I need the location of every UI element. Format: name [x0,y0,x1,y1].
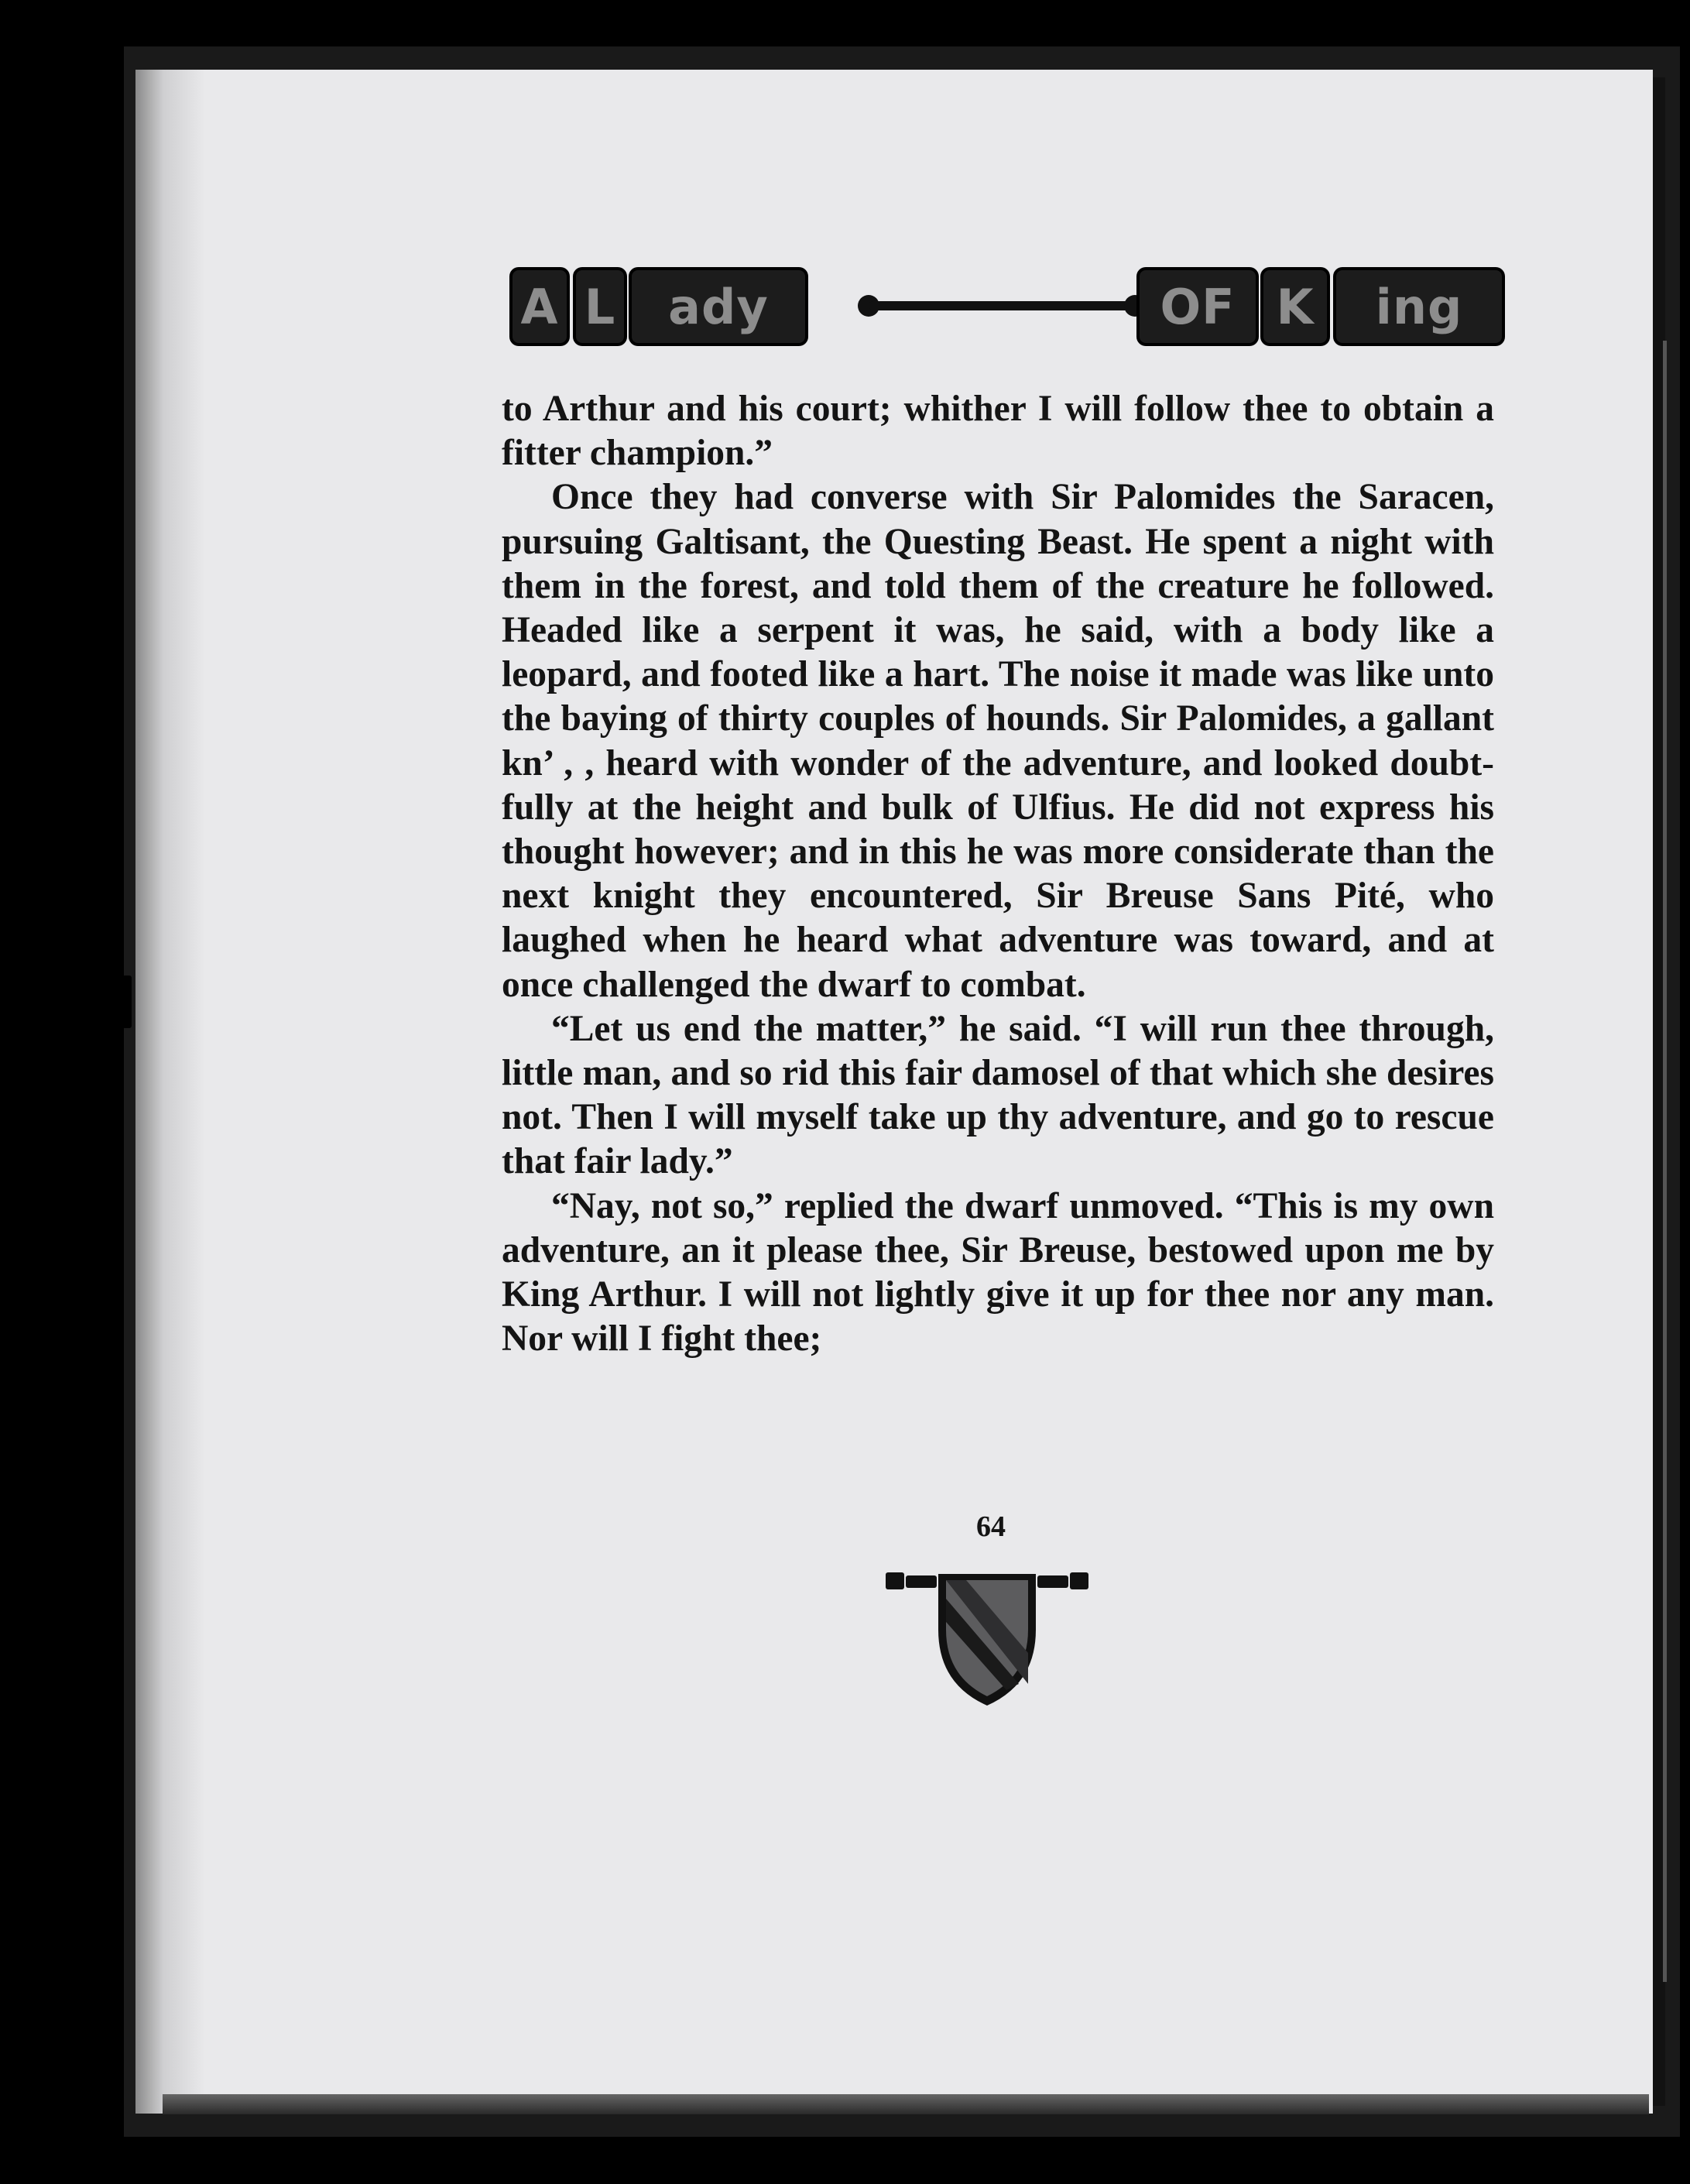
paragraph: “Let us end the matter,” he said. “I will run thee through, little man, and so rid this fair damosel of that which she desires not. Then I will myself take up thy adventure, and go to rescue that fair lady.” [502,1008,1494,1182]
paragraph: “Nay, not so,” replied the dwarf unmoved. “This is my own adventure, an it please thee, Sir Breuse, bestowed upon me by King Arthur. I will not lightly give it up for thee nor any man. Nor will I fight thee; [502,1185,1494,1359]
heraldic-shield-icon [883,1568,1092,1707]
running-head-letter-k: K [1263,270,1327,343]
page-gutter-shadow [135,70,205,2114]
running-head-word-of: OF [1140,270,1256,343]
running-head-word-ady: ady [632,270,805,343]
bottom-binding-edge [163,2094,1649,2114]
paragraph: Once they had converse with Sir Palomides the Saracen, pursuing Galtisant, the Questing Beast. He spent a night with them in the forest, and told them of the creature he followed. Headed like a serpent it was, he said, with a body like a leopard, and footed like a hart. The noise it made was like unto the baying of thirty couples of hounds. Sir Palomides, a gallant kn’ , , heard with wonder of the adventure, and looked doubtfully at the height and bulk of Ulfius. He did not express his thought however; and in this he was more considerate than the next knight they encountered, Sir Breuse Sans Pité, who laughed when he heard what adventure was toward, and at once challenged the dwarf to combat. [502,477,1494,1005]
running-head [512,267,1505,352]
running-head-rule [869,301,1132,310]
page-number: 64 [976,1510,1006,1543]
running-head-letter-a: A [512,270,567,343]
body-text [502,387,1494,1361]
running-head-word-ing: ing [1336,270,1502,343]
paragraph: to Arthur and his court; whither I will follow thee to obtain a fitter champion.” [502,389,1494,474]
right-page-edge-line [1663,341,1667,1982]
spine-mark [122,975,132,1028]
running-head-letter-l: L [576,270,624,343]
